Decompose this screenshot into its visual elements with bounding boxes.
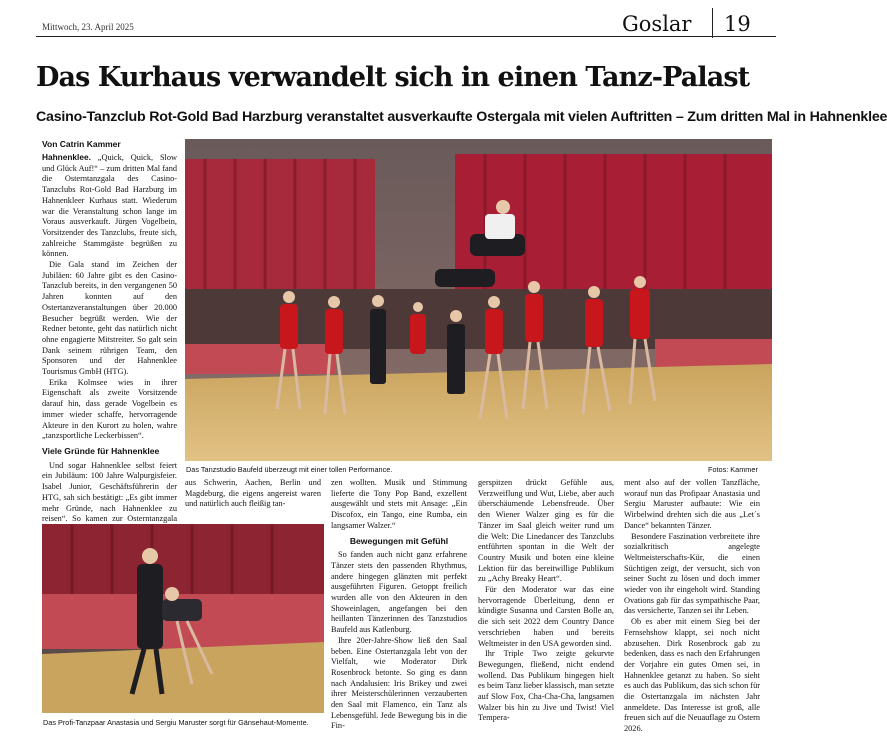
paragraph: Ihre 20er-Jahre-Show ließ den Saal beben. Eine Ostertanzgala lebt von der Vielfalt, wie Moderator Dirk Rosenbrock betonte. So ging es dann nach Andalusien: Iris Brikey und zwei ihrer Meisterschülerinnen verzauberten den Saal mit Flamenco, ein Tanz als Lebensgefühl. Jede Bewegung bis in die Fin- xyxy=(331,635,467,731)
paragraph: So fanden auch nicht ganz erfahrene Tänzer stets den passenden Rhythmus, andere hingegen glänzten mit perfekt ausgeführten Figuren. Getoppt freilich wurden alle von den Akteuren in den Showeinlagen, angefangen bei den heillanten Tänzerinnen des Tanzstudios Baufeld aus Katlenburg. xyxy=(331,550,467,635)
paragraph: ment also auf der vollen Tanzfläche, worauf nun das Profipaar Anastasia und Sergiu Maruster aufbaute: Wie ein Wirbelwind drehten sich die aus „Let´s Dance“ bekannten Tänzer. xyxy=(624,478,760,530)
paragraph xyxy=(42,152,177,260)
couple-photo-caption: Das Profi-Tanzpaar Anastasia und Sergiu Maruster sorgt für Gänsehaut-Momente. xyxy=(43,718,309,727)
dance-troupe-photo xyxy=(185,139,772,461)
paragraph: Für den Moderator war das eine hervorragende Überleitung, denn er kündigte Susanna und Carsten Bolle an, die sich seit 2022 dem Country Dance verschrieben haben und bereits Weltmeister in den USA geworden sind. xyxy=(478,585,614,648)
issue-date: Mittwoch, 23. April 2025 xyxy=(42,22,134,32)
paragraph: Die Gala stand im Zeichen der Jubiläen: 60 Jahre gibt es den Casino-Tanzclub bereits, in den vergangenen 50 Jahren konnten auf den Ostertanzveranstaltungen über 20.000 Besucher begrüßt werden. Wie der Redner betonte, geht das natürlich nicht ohne engagierte Mitstreiter. So galt sein Dank seinem rührigen Team, den Sponsoren und der Hahnenklee Tourismus GmbH (HTG). xyxy=(42,260,177,377)
photo-credit: Fotos: Kammer xyxy=(708,465,758,474)
dance-couple-photo xyxy=(42,524,324,713)
paragraph-text: „Quick, Quick, Slow und Glück Auf!“ – zum dritten Mal fand die Osterntanzgala des Casino-Tanzclubs Rot-Gold Bad Harzburg im Hahnenkleer Kurhaus statt. Wiederum war die Veranstaltung schon lange im Voraus ausverkauft. Jürgen Vogelbein, Vorsitzender des Tanzclubs, freute sich, zahlreiche Stammgäste begrüßen zu können. xyxy=(42,153,177,259)
intertitle: Viele Gründe für Hahnenklee xyxy=(42,445,160,456)
section-title: Goslar xyxy=(622,12,692,36)
paragraph: zen wollten. Musik und Stimmung lieferte die Tony Pop Band, exzellent ausgewählt und stets mit Ansage: „Ein Discofox, ein Tango, eine Rumba, ein langsamer Walzer.“ xyxy=(331,478,467,530)
paragraph: Ihr Triple Two zeigte gekurvte Bewegungen, fließend, nicht endend wollend. Das Publikum hingegen hielt es beim Tanz lieber klassisch, man setzte auf Slow Fox, Cha-Cha-Cha, langsamen Walzer bis hin zu Jive und Twist! Viel Tempera- xyxy=(478,649,614,723)
paragraph: Erika Kolmsee wies in ihrer Eigenschaft als zweite Vorsitzende darauf hin, dass gerade Vogelbein es immer wieder schaffe, hervorragende Akteure in den Kurort zu holen, wahre „tanzsportliche Leckerbissen“. xyxy=(42,377,177,441)
paragraph: aus Schwerin, Aachen, Berlin und Magdeburg, die eigens angereist waren und natürlich auch fleißig tan- xyxy=(185,478,321,509)
paragraph: gerspitzen drückt Gefühle aus, Verzweiflung und Wut, Liebe, aber auch überschäumende Lebensfreude. Über den Wiener Walzer ging es für die Tänzer im Saal gleich weiter rund um die Welt: Die Linedancer des Tanzclubs entführten spontan in die Welt der Country Musik und boten eine kleine Lektion für das bereitwillige Publikum zu „Achy Breaky Heart“. xyxy=(478,478,614,584)
paragraph: Ob es aber mit einem Sieg bei der Fernsehshow klappt, sei noch nicht abzusehen. Dirk Rosenbrock gab zu bedenken, dass es nach den Erfahrungen der Vorjahre ein gutes Omen sei, in Hahnenklee getanzt zu haben. So sieht es auch das Publikum, das sich schon für die Ostertanzgala im nächsten Jahr anmeldete. Das Interesse ist groß, alle freuen sich auf die Neuauflage zu Ostern 2026. xyxy=(624,617,760,734)
paragraph: Und sogar Hahnenklee selbst feiert ein Jubiläum: 100 Jahre Walpurgisfeier. Isabel Junior, Geschäftsführerin der HTG, sah sich bestätigt: „Es gibt immer mehr Gründe, nach Hahnenklee zu reisen“. So kamen zur Osterntanzgala xyxy=(42,460,177,524)
byline: Von Catrin Kammer xyxy=(42,139,121,149)
headline: Das Kurhaus verwandelt sich in einen Tanz-Palast xyxy=(36,62,750,93)
main-photo-caption: Das Tanzstudio Baufeld überzeugt mit einer tollen Performance. xyxy=(186,465,393,474)
article-column-4 xyxy=(478,478,614,732)
header-rule xyxy=(36,36,776,37)
subheadline: Casino-Tanzclub Rot-Gold Bad Harzburg veranstaltet ausverkaufte Ostergala mit vielen Auftritten – Zum dritten Mal in Hahnenklee xyxy=(36,109,887,125)
dateline: Hahnenklee. xyxy=(42,152,91,162)
header-divider xyxy=(712,8,713,38)
article-column-2 xyxy=(185,478,321,518)
article-column-3 xyxy=(331,478,467,732)
couple-photo xyxy=(42,524,324,713)
intertitle: Bewegungen mit Gefühl xyxy=(349,535,449,546)
page-number: 19 xyxy=(724,12,751,36)
paragraph: Besondere Faszination verbreitete ihre sozialkritisch angelegte Weltmeisterschafts-Kür, die einen Süchtigen zeigt, der versucht, sich von seiner Sucht zu lösen und doch immer wieder von ihr eingeholt wird. Standing Ovations gab für das sympathische Paar, das versicherte, Tanzen sei ihr Leben. xyxy=(624,531,760,616)
article-column-5 xyxy=(624,478,760,732)
main-photo xyxy=(185,139,772,461)
